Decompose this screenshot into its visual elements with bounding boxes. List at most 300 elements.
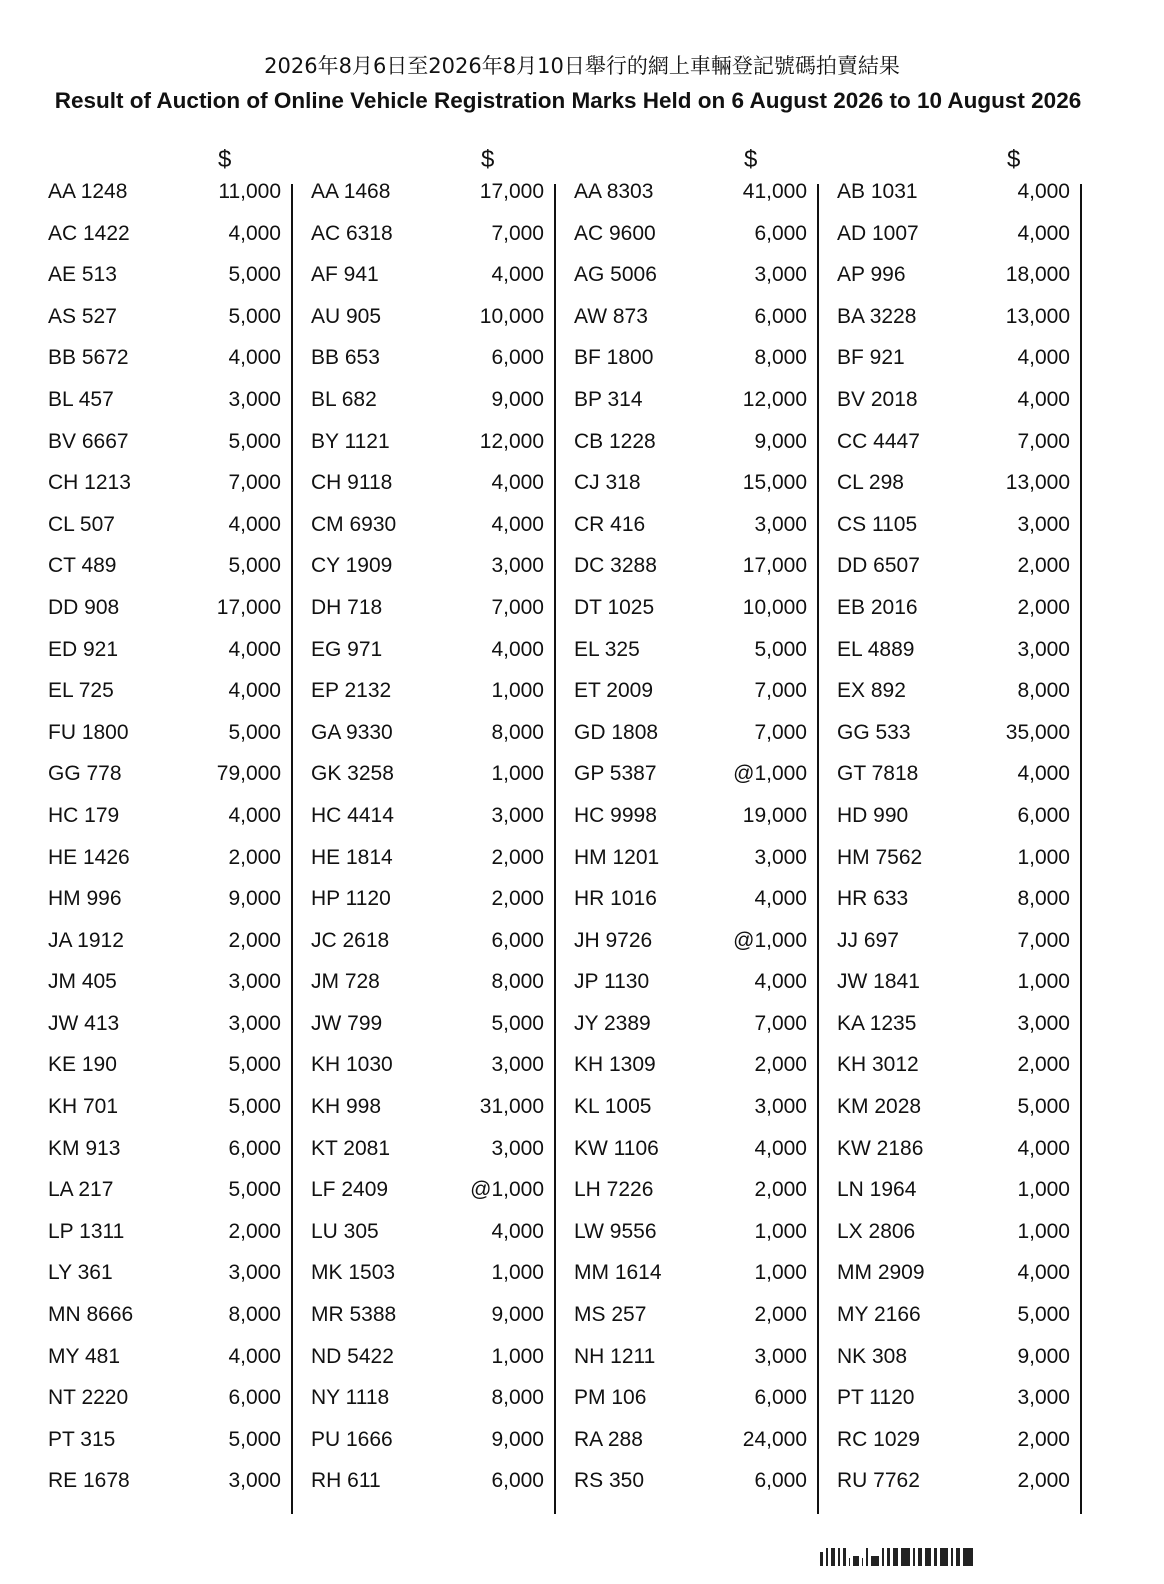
registration-mark: AA 1468 (311, 180, 391, 203)
registration-mark: JA 1912 (48, 928, 124, 952)
registration-mark: BV 2018 (837, 387, 918, 411)
registration-mark: MR 5388 (311, 1303, 397, 1327)
auction-price: 1,000 (754, 1219, 807, 1243)
registration-mark: RC 1029 (837, 1427, 920, 1451)
auction-price: 5,000 (228, 1178, 281, 1202)
table-row (574, 1220, 807, 1262)
table-row (48, 388, 281, 430)
registration-mark: BL 682 (311, 387, 377, 411)
auction-price: 9,000 (491, 1427, 544, 1451)
table-row (837, 1053, 1070, 1095)
registration-mark: RH 611 (311, 1469, 381, 1493)
auction-price: 2,000 (228, 845, 281, 869)
auction-price: 1,000 (1017, 1219, 1070, 1243)
registration-mark: EL 325 (574, 637, 640, 661)
table-row (48, 804, 281, 846)
auction-price: 6,000 (491, 346, 544, 370)
auction-price: 6,000 (228, 1386, 281, 1410)
registration-mark: NH 1211 (574, 1344, 656, 1368)
table-row (48, 430, 281, 472)
registration-mark: PM 106 (574, 1386, 647, 1410)
table-row (48, 679, 281, 721)
table-row (837, 263, 1070, 305)
results-column (574, 146, 807, 1511)
table-row (48, 1345, 281, 1387)
table-row (311, 1469, 544, 1511)
table-row (837, 513, 1070, 555)
table-row (311, 1261, 544, 1303)
registration-mark: KA 1235 (837, 1011, 917, 1035)
registration-mark: KM 2028 (837, 1095, 922, 1119)
registration-mark: CJ 318 (574, 471, 641, 495)
registration-mark: HD 990 (837, 803, 909, 827)
registration-mark: HM 1201 (574, 845, 660, 869)
table-row (311, 638, 544, 680)
auction-price: 2,000 (1017, 1427, 1070, 1451)
auction-price: 4,000 (1017, 1136, 1070, 1160)
registration-mark: BB 653 (311, 346, 380, 370)
auction-price: 4,000 (228, 637, 281, 661)
auction-price: 4,000 (754, 1136, 807, 1160)
auction-price: 2,000 (754, 1053, 807, 1077)
table-row (837, 679, 1070, 721)
auction-price: 7,000 (228, 471, 281, 495)
auction-price: 4,000 (1017, 762, 1070, 786)
auction-price: 3,000 (1017, 1011, 1070, 1035)
table-row (574, 346, 807, 388)
table-row (837, 804, 1070, 846)
table-row (837, 970, 1070, 1012)
table-row (574, 970, 807, 1012)
table-row (48, 846, 281, 888)
auction-price: 3,000 (228, 1469, 281, 1493)
barcode-bar (956, 1548, 960, 1566)
registration-mark: KW 2186 (837, 1136, 924, 1160)
table-row (574, 1469, 807, 1511)
auction-price: 5,000 (228, 1053, 281, 1077)
table-row (574, 1303, 807, 1345)
registration-mark: JP 1130 (574, 970, 650, 994)
table-row (837, 1220, 1070, 1262)
table-row (837, 762, 1070, 804)
registration-mark: MS 257 (574, 1303, 647, 1327)
column-header (311, 146, 544, 180)
auction-price: 9,000 (754, 429, 807, 453)
table-row (574, 887, 807, 929)
auction-price: 3,000 (1017, 1386, 1070, 1410)
registration-mark: BF 1800 (574, 346, 654, 370)
table-row (837, 596, 1070, 638)
barcode-bar (913, 1548, 915, 1566)
registration-mark: KE 190 (48, 1053, 117, 1077)
auction-price: 10,000 (479, 304, 544, 328)
table-row (311, 430, 544, 472)
table-row (48, 1220, 281, 1262)
auction-price: 9,000 (228, 887, 281, 911)
auction-price: 24,000 (742, 1427, 807, 1451)
table-row (311, 554, 544, 596)
auction-price: @1,000 (733, 928, 807, 952)
registration-mark: BV 6667 (48, 429, 129, 453)
registration-mark: DD 908 (48, 595, 120, 619)
registration-mark: GD 1808 (574, 720, 659, 744)
table-row (574, 929, 807, 971)
auction-price: 1,000 (1017, 970, 1070, 994)
registration-mark: RA 288 (574, 1427, 643, 1451)
table-row (48, 762, 281, 804)
auction-price: 7,000 (754, 1011, 807, 1035)
table-row (48, 1469, 281, 1511)
registration-mark: GA 9330 (311, 720, 393, 744)
auction-price: 3,000 (1017, 512, 1070, 536)
registration-mark: HC 179 (48, 803, 120, 827)
currency-symbol: $ (218, 146, 232, 173)
auction-price: 3,000 (754, 263, 807, 287)
title-english: Result of Auction of Online Vehicle Registration Marks Held on 6 August 2026 to 10 August 2026 (54, 88, 1082, 113)
auction-price: 2,000 (1017, 595, 1070, 619)
auction-price: 5,000 (228, 263, 281, 287)
auction-price: 17,000 (479, 180, 544, 203)
auction-price: 19,000 (742, 803, 807, 827)
table-row (48, 1428, 281, 1470)
registration-mark: JW 413 (48, 1011, 120, 1035)
registration-mark: RS 350 (574, 1469, 645, 1493)
table-row (574, 1428, 807, 1470)
auction-price: 7,000 (754, 679, 807, 703)
registration-mark: AA 8303 (574, 180, 654, 203)
table-row (311, 929, 544, 971)
registration-mark: AG 5006 (574, 263, 657, 287)
table-row (48, 1261, 281, 1303)
table-row (574, 1178, 807, 1220)
registration-mark: DT 1025 (574, 595, 655, 619)
barcode-bar (951, 1548, 953, 1566)
registration-mark: NK 308 (837, 1344, 908, 1368)
auction-price: 3,000 (754, 1344, 807, 1368)
auction-price: 4,000 (491, 263, 544, 287)
auction-price: 5,000 (1017, 1303, 1070, 1327)
auction-price: 11,000 (218, 180, 281, 203)
registration-mark: EP 2132 (311, 679, 392, 703)
auction-price: 3,000 (491, 803, 544, 827)
table-row (311, 388, 544, 430)
registration-mark: HC 9998 (574, 803, 657, 827)
barcode-bar (934, 1548, 937, 1566)
column-divider (817, 184, 819, 1514)
registration-mark: HM 996 (48, 887, 122, 911)
registration-mark: AU 905 (311, 304, 382, 328)
auction-price: 5,000 (228, 304, 281, 328)
registration-mark: LX 2806 (837, 1219, 916, 1243)
auction-price: 8,000 (228, 1303, 281, 1327)
auction-price: 5,000 (228, 554, 281, 578)
auction-price: 7,000 (1017, 928, 1070, 952)
table-row (48, 554, 281, 596)
barcode-bar (925, 1548, 931, 1566)
auction-price: 3,000 (754, 512, 807, 536)
currency-symbol: $ (1007, 146, 1021, 173)
table-row (48, 638, 281, 680)
registration-mark: LU 305 (311, 1219, 379, 1243)
auction-price: 1,000 (1017, 1178, 1070, 1202)
table-row (311, 970, 544, 1012)
registration-mark: HM 7562 (837, 845, 923, 869)
table-row (574, 388, 807, 430)
auction-price: 9,000 (491, 1303, 544, 1327)
table-row (311, 1345, 544, 1387)
table-row (311, 1137, 544, 1179)
table-row (574, 1386, 807, 1428)
table-row (311, 222, 544, 264)
registration-mark: KH 1309 (574, 1053, 656, 1077)
registration-mark: PT 1120 (837, 1386, 915, 1410)
registration-mark: HR 633 (837, 887, 909, 911)
registration-mark: JW 799 (311, 1011, 383, 1035)
table-row (574, 596, 807, 638)
table-row (48, 887, 281, 929)
barcode-bar (843, 1548, 846, 1566)
table-row (574, 1095, 807, 1137)
table-row (574, 305, 807, 347)
barcode-bar (893, 1548, 898, 1566)
auction-price: 3,000 (491, 1136, 544, 1160)
registration-mark: AP 996 (837, 263, 906, 287)
registration-mark: KL 1005 (574, 1095, 652, 1119)
registration-mark: MY 481 (48, 1344, 120, 1368)
registration-mark: KM 913 (48, 1136, 121, 1160)
auction-price: @1,000 (470, 1178, 544, 1202)
table-row (311, 471, 544, 513)
table-row (48, 513, 281, 555)
table-row (837, 887, 1070, 929)
auction-price: 5,000 (754, 637, 807, 661)
auction-price: 8,000 (754, 346, 807, 370)
registration-mark: LP 1311 (48, 1219, 125, 1243)
auction-price: 6,000 (754, 221, 807, 245)
table-row (48, 1095, 281, 1137)
registration-mark: HP 1120 (311, 887, 391, 911)
registration-mark: CB 1228 (574, 429, 656, 453)
auction-price: 4,000 (754, 887, 807, 911)
registration-mark: KW 1106 (574, 1136, 659, 1160)
table-row (837, 1469, 1070, 1511)
barcode-bar (963, 1548, 973, 1566)
auction-price: 17,000 (216, 595, 281, 619)
table-row (48, 929, 281, 971)
table-row (311, 804, 544, 846)
auction-price: 8,000 (1017, 679, 1070, 703)
registration-mark: DD 6507 (837, 554, 920, 578)
auction-price: 1,000 (491, 762, 544, 786)
table-row (837, 305, 1070, 347)
barcode-bar (871, 1556, 879, 1566)
auction-price: 41,000 (742, 180, 807, 203)
table-row (48, 970, 281, 1012)
table-row (837, 471, 1070, 513)
table-row (837, 638, 1070, 680)
table-row (311, 721, 544, 763)
table-row (311, 180, 544, 222)
auction-price: 7,000 (491, 595, 544, 619)
registration-mark: BL 457 (48, 387, 114, 411)
table-row (48, 471, 281, 513)
barcode-bar (918, 1548, 922, 1566)
table-row (837, 430, 1070, 472)
auction-price: 7,000 (1017, 429, 1070, 453)
registration-mark: EL 4889 (837, 637, 915, 661)
auction-price: 3,000 (1017, 637, 1070, 661)
auction-price: 7,000 (754, 720, 807, 744)
registration-mark: KH 3012 (837, 1053, 919, 1077)
barcode-bar (838, 1548, 840, 1566)
auction-price: 18,000 (1005, 263, 1070, 287)
column-divider (554, 184, 556, 1514)
table-row (48, 305, 281, 347)
auction-price: 4,000 (754, 970, 807, 994)
registration-mark: CR 416 (574, 512, 646, 536)
registration-mark: BP 314 (574, 387, 643, 411)
table-row (574, 471, 807, 513)
table-row (574, 1345, 807, 1387)
table-row (311, 1303, 544, 1345)
registration-mark: ED 921 (48, 637, 119, 661)
barcode-bar (882, 1548, 884, 1566)
column-divider (1080, 184, 1082, 1514)
registration-mark: CL 298 (837, 471, 904, 495)
auction-price: 79,000 (216, 762, 281, 786)
registration-mark: JJ 697 (837, 928, 899, 952)
auction-price: 17,000 (742, 554, 807, 578)
registration-mark: MN 8666 (48, 1303, 134, 1327)
auction-price: 2,000 (491, 845, 544, 869)
watermark-barcode (820, 1540, 1120, 1566)
auction-price: 1,000 (754, 1261, 807, 1285)
barcode-bar (820, 1552, 823, 1566)
title-chinese: 2026年8月6日至2026年8月10日舉行的網上車輛登記號碼拍賣結果 (264, 54, 900, 78)
column-header (48, 146, 281, 180)
registration-mark: KT 2081 (311, 1136, 391, 1160)
auction-price: 8,000 (491, 970, 544, 994)
auction-price: 1,000 (1017, 845, 1070, 869)
auction-price: 10,000 (742, 595, 807, 619)
auction-price: 4,000 (228, 803, 281, 827)
barcode-bar (849, 1558, 850, 1566)
barcode-bar (866, 1548, 868, 1566)
registration-mark: RU 7762 (837, 1469, 920, 1493)
results-column (48, 146, 281, 1511)
registration-mark: LF 2409 (311, 1178, 389, 1202)
table-row (48, 1012, 281, 1054)
auction-price: 4,000 (228, 1344, 281, 1368)
table-row (837, 1428, 1070, 1470)
results-column (311, 146, 544, 1511)
table-row (837, 1137, 1070, 1179)
registration-mark: AC 1422 (48, 221, 130, 245)
table-row (837, 1345, 1070, 1387)
registration-mark: HE 1814 (311, 845, 393, 869)
registration-mark: LH 7226 (574, 1178, 654, 1202)
barcode-bar (862, 1558, 863, 1566)
auction-price: 5,000 (228, 1427, 281, 1451)
auction-price: 31,000 (479, 1095, 544, 1119)
registration-mark: ND 5422 (311, 1344, 394, 1368)
auction-price: 6,000 (1017, 803, 1070, 827)
auction-price: 6,000 (754, 1469, 807, 1493)
table-row (48, 596, 281, 638)
table-row (311, 1220, 544, 1262)
auction-price: 1,000 (491, 1344, 544, 1368)
registration-mark: PU 1666 (311, 1427, 393, 1451)
auction-price: 2,000 (1017, 1469, 1070, 1493)
table-row (311, 346, 544, 388)
auction-price: 3,000 (491, 1053, 544, 1077)
registration-mark: AC 6318 (311, 221, 393, 245)
auction-price: 5,000 (228, 720, 281, 744)
auction-price: 4,000 (1017, 180, 1070, 203)
auction-price: 1,000 (491, 679, 544, 703)
auction-price: 13,000 (1005, 471, 1070, 495)
auction-price: 2,000 (228, 1219, 281, 1243)
table-row (837, 846, 1070, 888)
registration-mark: KH 1030 (311, 1053, 393, 1077)
registration-mark: NT 2220 (48, 1386, 129, 1410)
registration-mark: BA 3228 (837, 304, 917, 328)
table-row (48, 222, 281, 264)
auction-price: 4,000 (491, 1219, 544, 1243)
auction-price: 4,000 (1017, 387, 1070, 411)
registration-mark: CH 1213 (48, 471, 131, 495)
auction-price: 8,000 (1017, 887, 1070, 911)
registration-mark: GK 3258 (311, 762, 394, 786)
registration-mark: PT 315 (48, 1427, 116, 1451)
table-row (574, 430, 807, 472)
table-row (837, 554, 1070, 596)
table-row (311, 1386, 544, 1428)
registration-mark: AD 1007 (837, 221, 919, 245)
registration-mark: JM 728 (311, 970, 380, 994)
auction-price: 6,000 (228, 1136, 281, 1160)
registration-mark: CS 1105 (837, 512, 918, 536)
registration-mark: AA 1248 (48, 180, 128, 203)
table-row (311, 679, 544, 721)
registration-mark: LW 9556 (574, 1219, 657, 1243)
auction-price: 5,000 (1017, 1095, 1070, 1119)
table-row (837, 388, 1070, 430)
registration-mark: CY 1909 (311, 554, 393, 578)
table-row (48, 1178, 281, 1220)
table-row (574, 846, 807, 888)
auction-price: 12,000 (479, 429, 544, 453)
auction-price: 12,000 (742, 387, 807, 411)
registration-mark: AE 513 (48, 263, 117, 287)
table-row (574, 180, 807, 222)
barcode-bar (831, 1548, 835, 1566)
table-row (837, 929, 1070, 971)
table-row (574, 263, 807, 305)
auction-price: 4,000 (228, 512, 281, 536)
table-row (311, 263, 544, 305)
registration-mark: BY 1121 (311, 429, 390, 453)
auction-price: 6,000 (754, 1386, 807, 1410)
registration-mark: MM 1614 (574, 1261, 662, 1285)
registration-mark: LN 1964 (837, 1178, 917, 1202)
results-column (837, 146, 1070, 1511)
auction-price: 2,000 (754, 1303, 807, 1327)
registration-mark: GP 5387 (574, 762, 657, 786)
registration-mark: CC 4447 (837, 429, 920, 453)
registration-mark: LY 361 (48, 1261, 113, 1285)
registration-mark: GT 7818 (837, 762, 919, 786)
